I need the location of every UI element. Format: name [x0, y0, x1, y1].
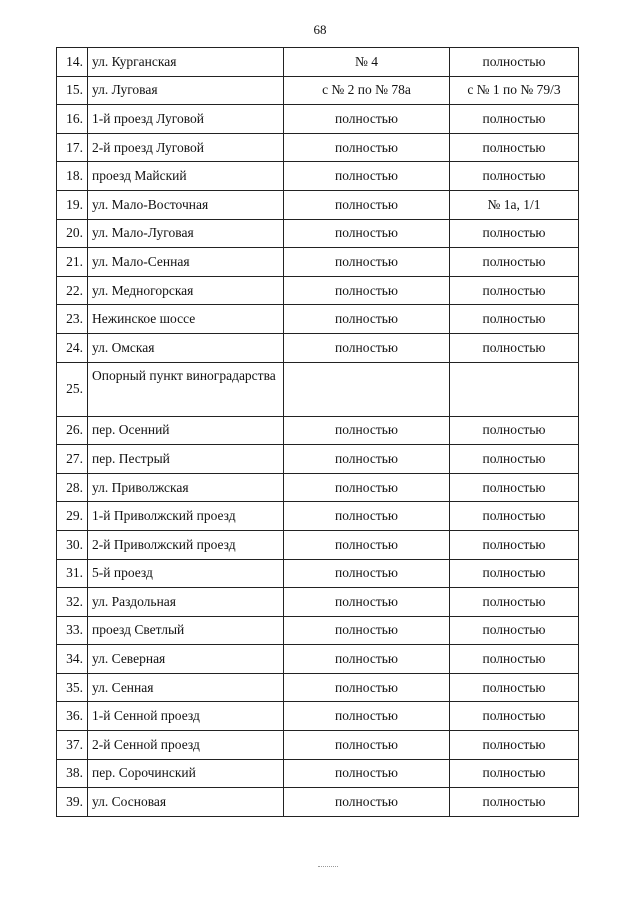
row-number: 28.	[57, 473, 88, 502]
row-number: 20.	[57, 219, 88, 248]
table-row	[57, 416, 579, 445]
col2-value: полностью	[284, 305, 450, 334]
table-row	[57, 588, 579, 617]
street-name: 1-й Сенной проезд	[88, 702, 284, 731]
street-name: ул. Приволжская	[88, 473, 284, 502]
street-name: 1-й Приволжский проезд	[88, 502, 284, 531]
col2-value: полностью	[284, 133, 450, 162]
table-row	[57, 645, 579, 674]
col2-value: полностью	[284, 416, 450, 445]
col2-value: полностью	[284, 759, 450, 788]
row-number: 17.	[57, 133, 88, 162]
street-name: пер. Сорочинский	[88, 759, 284, 788]
col2-value: полностью	[284, 673, 450, 702]
row-number: 23.	[57, 305, 88, 334]
table-row	[57, 219, 579, 248]
table-row	[57, 162, 579, 191]
col3-value: полностью	[450, 445, 579, 474]
street-name: 2-й Приволжский проезд	[88, 530, 284, 559]
street-name: ул. Сосновая	[88, 788, 284, 817]
col2-value: полностью	[284, 190, 450, 219]
col3-value: полностью	[450, 416, 579, 445]
col2-value: полностью	[284, 333, 450, 362]
table-row	[57, 76, 579, 105]
table-row	[57, 190, 579, 219]
table-row	[57, 362, 579, 416]
table-row	[57, 105, 579, 134]
row-number: 29.	[57, 502, 88, 531]
col2-value: полностью	[284, 162, 450, 191]
col3-value: № 1а, 1/1	[450, 190, 579, 219]
row-number: 18.	[57, 162, 88, 191]
table-row	[57, 530, 579, 559]
street-name: Опорный пункт виноградарства	[88, 362, 284, 416]
table-row	[57, 788, 579, 817]
col3-value: полностью	[450, 133, 579, 162]
table-row	[57, 333, 579, 362]
col3-value: полностью	[450, 530, 579, 559]
street-name: проезд Майский	[88, 162, 284, 191]
col2-value: полностью	[284, 219, 450, 248]
col2-value: полностью	[284, 702, 450, 731]
table-row	[57, 559, 579, 588]
table-row	[57, 248, 579, 277]
row-number: 38.	[57, 759, 88, 788]
col3-value: полностью	[450, 702, 579, 731]
street-name: ул. Луговая	[88, 76, 284, 105]
row-number: 25.	[57, 362, 88, 416]
streets-table-body	[57, 48, 579, 817]
col3-value: полностью	[450, 616, 579, 645]
row-number: 14.	[57, 48, 88, 77]
street-name: ул. Мало-Луговая	[88, 219, 284, 248]
col2-value: полностью	[284, 616, 450, 645]
table-row	[57, 616, 579, 645]
row-number: 26.	[57, 416, 88, 445]
street-name: ул. Курганская	[88, 48, 284, 77]
table-row	[57, 445, 579, 474]
street-name: ул. Сенная	[88, 673, 284, 702]
street-name: ул. Мало-Сенная	[88, 248, 284, 277]
col3-value: полностью	[450, 502, 579, 531]
street-name: пер. Осенний	[88, 416, 284, 445]
col3-value: полностью	[450, 473, 579, 502]
street-name: 5-й проезд	[88, 559, 284, 588]
col3-value: полностью	[450, 333, 579, 362]
street-name: пер. Пестрый	[88, 445, 284, 474]
table-row	[57, 673, 579, 702]
col2-value: полностью	[284, 731, 450, 760]
street-name: проезд Светлый	[88, 616, 284, 645]
street-name: ул. Медногорская	[88, 276, 284, 305]
street-name: 2-й проезд Луговой	[88, 133, 284, 162]
page-number: 68	[313, 22, 327, 37]
row-number: 37.	[57, 731, 88, 760]
row-number: 35.	[57, 673, 88, 702]
col3-value: полностью	[450, 559, 579, 588]
scan-artifact	[318, 866, 338, 868]
row-number: 15.	[57, 76, 88, 105]
col3-value: полностью	[450, 276, 579, 305]
row-number: 34.	[57, 645, 88, 674]
table-row	[57, 702, 579, 731]
col2-value: полностью	[284, 588, 450, 617]
row-number: 21.	[57, 248, 88, 277]
row-number: 16.	[57, 105, 88, 134]
col3-value: полностью	[450, 673, 579, 702]
table-row	[57, 305, 579, 334]
col3-value: полностью	[450, 759, 579, 788]
col3-value: с № 1 по № 79/3	[450, 76, 579, 105]
street-name: Нежинское шоссе	[88, 305, 284, 334]
row-number: 36.	[57, 702, 88, 731]
col3-value: полностью	[450, 645, 579, 674]
table-row	[57, 473, 579, 502]
street-name: 2-й Сенной проезд	[88, 731, 284, 760]
street-name: ул. Мало-Восточная	[88, 190, 284, 219]
table-row	[57, 731, 579, 760]
col3-value: полностью	[450, 162, 579, 191]
col2-value: полностью	[284, 788, 450, 817]
col3-value: полностью	[450, 48, 579, 77]
street-name: ул. Омская	[88, 333, 284, 362]
street-name: ул. Раздольная	[88, 588, 284, 617]
row-number: 22.	[57, 276, 88, 305]
col2-value: полностью	[284, 559, 450, 588]
col2-value: полностью	[284, 445, 450, 474]
row-number: 27.	[57, 445, 88, 474]
row-number: 19.	[57, 190, 88, 219]
col2-value: полностью	[284, 645, 450, 674]
col3-value: полностью	[450, 305, 579, 334]
col2-value: полностью	[284, 473, 450, 502]
col3-value: полностью	[450, 731, 579, 760]
col2-value: полностью	[284, 276, 450, 305]
street-name: ул. Северная	[88, 645, 284, 674]
col2-value: полностью	[284, 105, 450, 134]
col2-value: полностью	[284, 502, 450, 531]
street-name: 1-й проезд Луговой	[88, 105, 284, 134]
col2-value: с № 2 по № 78а	[284, 76, 450, 105]
row-number: 30.	[57, 530, 88, 559]
row-number: 24.	[57, 333, 88, 362]
table-row	[57, 759, 579, 788]
col2-value	[284, 362, 450, 416]
col2-value: полностью	[284, 530, 450, 559]
col3-value: полностью	[450, 788, 579, 817]
row-number: 39.	[57, 788, 88, 817]
col3-value: полностью	[450, 105, 579, 134]
col3-value: полностью	[450, 219, 579, 248]
row-number: 31.	[57, 559, 88, 588]
col2-value: № 4	[284, 48, 450, 77]
table-row	[57, 48, 579, 77]
row-number: 33.	[57, 616, 88, 645]
table-row	[57, 133, 579, 162]
col3-value	[450, 362, 579, 416]
col2-value: полностью	[284, 248, 450, 277]
table-row	[57, 502, 579, 531]
col3-value: полностью	[450, 588, 579, 617]
streets-table	[56, 47, 579, 817]
table-row	[57, 276, 579, 305]
col3-value: полностью	[450, 248, 579, 277]
row-number: 32.	[57, 588, 88, 617]
